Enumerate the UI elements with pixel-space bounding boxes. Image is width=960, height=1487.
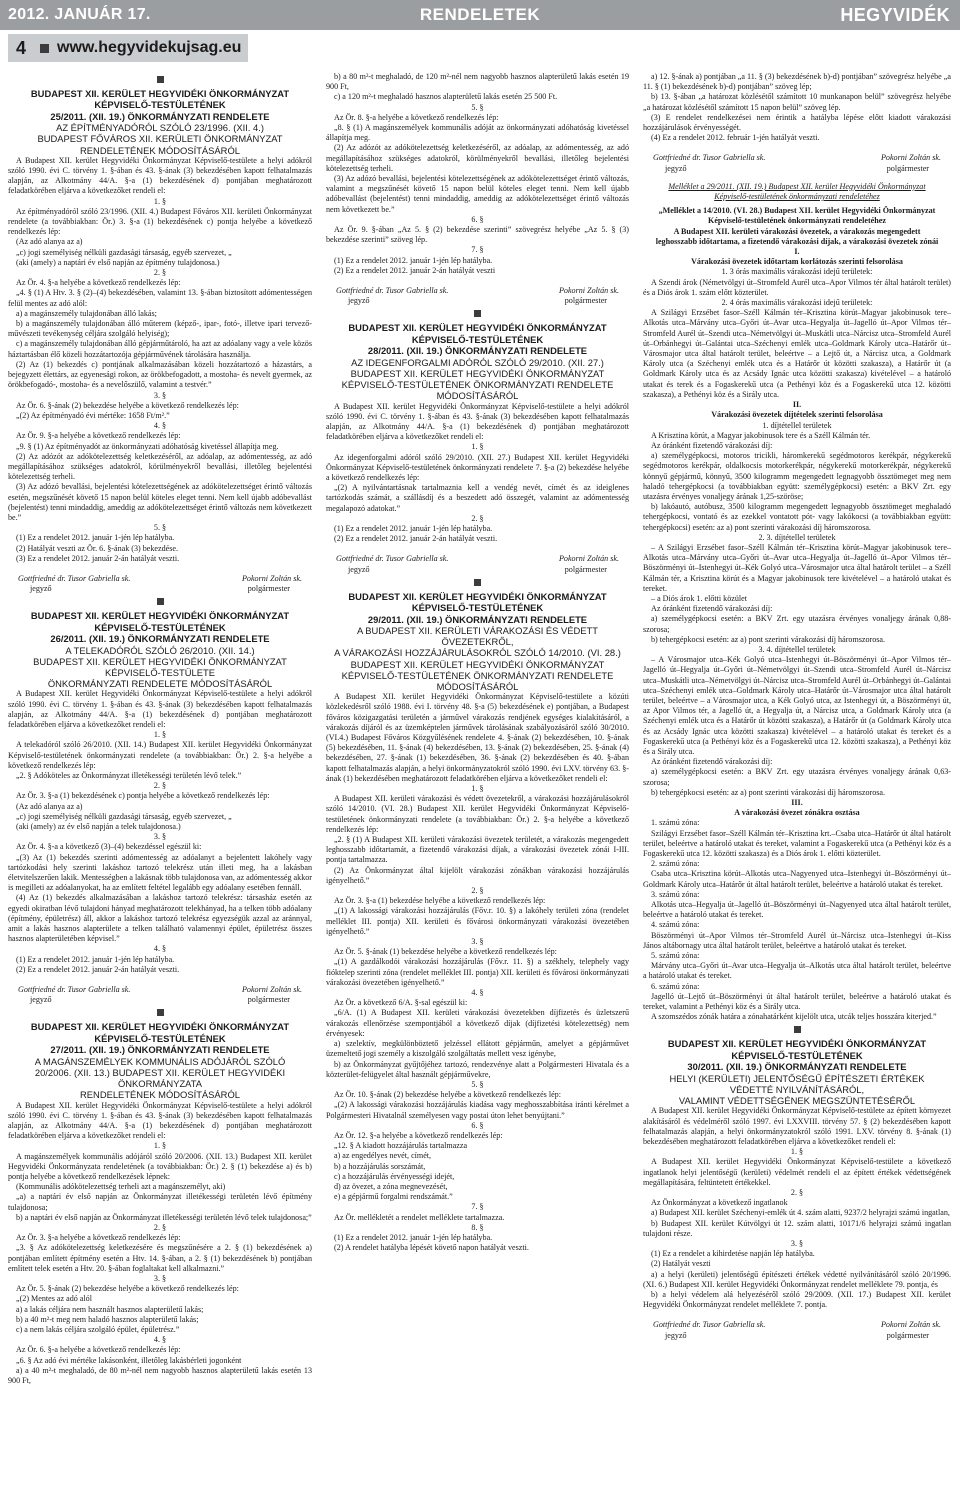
paragraph: Az Önkormányzat a következő ingatlanok [651,1198,788,1208]
section-number: 3. § [153,1273,167,1283]
square-bullet-icon [157,1009,164,1016]
paragraph: Az óránként fizetendő várakozási díj: [651,440,773,450]
paragraph: – A Városmajor utca–Kék Golyó utca–Istenhegyi út–Böszörményi út–Apor Vilmos tér–Jagelló út–Hegyalja út–Győri út–Németvölgyi út–Szendi utca–Stromfeld Aurél út–Nárcisz utca–Muskátli utca–Németvölgyi út–Nárcisz utca–Stromfeld Aurél út–Orbánhegyi út–Galántai utca–Széchenyi emlék utca–Goldmark Károly utca–Határőr út–Városmajor utca által határolt terület, beleértve – a Városmajor utca, a Kék Golyó utca, az Istenhegyi út, a Böszörményi út, az Apor Vilmos tér, a Jagelló út, a Hegyalja út, a Nárcisz utca, a Goldmark Károly utca (a Széchenyi emlék utca és a Határőr út közötti szakasza), a Határőr út (a Goldmark Károly utca és az Acsády Ignác utca közötti szakasza) kivételével – a határoló utakat és tereket és a Fogaskerekű utca (a Pethényi köz és a Fogaskerekű utca 12. közötti szakasza), a Pethényi köz és a Sirály utca. [643,655,951,756]
paragraph: „(2) A lakossági várakozási hozzájárulás kiadása vagy meghosszabbítása iránti kérelmet a Polgármesteri Hivatalnál személyesen vagy postai úton lehet benyújtani.” [326,1100,629,1120]
paragraph: Az Ör. 6. §-a helyébe a következő rendelkezés lép: [16,1345,181,1355]
section-roman: I. [794,247,800,257]
section-number: 4. § [153,1335,167,1345]
paragraph: Az Ör. 10. §-ának (2) bekezdése helyébe a következő rendelkezés lép: [334,1090,561,1100]
paragraph: Az idegenforgalmi adóról szóló 29/2010. (XII. 27.) Budapest XII. kerület Hegyvidéki Önkormányzat Képviselő-testületének önkormányzati rendelete 7. §-a (2) bekezdése helyébe a következő rendelkezés lép: [326,452,629,482]
square-bullet-icon [157,598,164,605]
section-number: 3. § [153,832,167,842]
column-1 [8,72,312,1482]
paragraph: c) a magánszemély tulajdonában álló gépjárműtároló, ha azt az adóalany vagy a vele közös háztartásban élő közeli hozzátartozója gépjárművének tárolására használja. [8,339,312,359]
section-heading: Várakozási övezetek díjtételek szerinti felsorolása [711,410,883,420]
paragraph: (2) A rendelet hatályba lépését követő napon hatályát veszti. [334,1243,529,1253]
paragraph: „6/A. (1) A Budapest XII. kerületi várakozási övezetekben díjfizetés és üzletszerű várakozás ellenőrzése szempontjából a következő díjak (díjfizetési kötelezettség) nem érvényesek: [326,1008,629,1038]
paragraph: (1) Ez a rendelet 2012. január 1-jén lép hatályba. [16,533,175,543]
paragraph: (2) Ez a rendelet 2012. január 2-án hatályát veszti. [334,534,498,544]
paragraph: (2) Az Önkormányzat által kijelölt várakozási zónákban várakozási hozzájárulás igényelhető.” [326,865,629,885]
paragraph: a) az engedélyes nevét, címét, [334,1151,432,1161]
paragraph: „4. § (1) A Htv. 3. § (2)–(4) bekezdésében, valamint 13. §-ában biztosított adómentességen felül mentes az adó alól: [8,288,312,308]
zone-label: 3. számú zóna: [651,889,700,899]
paragraph: b) 13. §-ában „a határozat közlésétől számított 10 munkanapon belül” szövegrész helyébe „a határozat közlésétől számított 15 napon belül” szöveg lép. [643,92,951,112]
paragraph: a) személygépkocsi, motoros tricikli, háromkerekű segédmotoros kerékpár, négykerekű segédmotoros kerékpár, oldalkocsis motorkerékpár, négykerekű motorkerékpár, négykerekű könnyű gépjármű, könnyű, 3500 kilogramm megengedett legnagyobb össztömeget meg nem haladó tehergépkocsi (a továbbiakban együtt: személygépkocsi) esetén: a BKV Zrt. egy utazásra érvényes vonaljegy árának 1,25-szöröse; [643,451,951,501]
preamble: A Budapest XII. kerület Hegyvidéki Önkormányzat Képviselő-testülete a helyi adókról szóló 1990. évi C. törvény 1. §-ában és 43. §-ának (3) bekezdésében kapott felhatalmazás alapján, az Alkotmány 44/A. §-a (1) bekezdésének d) pontjában meghatározott feladatkörében eljárva a következőket rendeli el: [326,401,629,442]
paragraph: (3) Az adózó bevallási, bejelentési kötelezettségének az adókötelezettséget érintő változás esetén, megszűnését követő 15 napon belül köteles eleget tenni. Nem kell újabb adóbevallást (bejelentést) tenni mindaddig, ameddig az adókötelezettséget érintő változás nem következett be.” [8,482,312,522]
preamble: A Budapest XII. kerület Hegyvidéki Önkormányzat Képviselő-testülete a közúti közlekedésről szóló 1988. évi I. törvény 48. §-a (5) bekezdésének e) pontjában, a Budapest főváros közigazgatási területén a járművel várakozás rendjének egységes kialakításáról, a várakozás díjáról és az üzemképtelen járművek tárolásának szabályozásáról szóló 30/2010. (VI.4.) Budapest Főváros Közgyűlésének rendelete 4. §-ának (2) bekezdésében, 10. §-ának (5) bekezdésében, 11. §-ának (4) bekezdésében, 13. §-ának (2) bekezdésében, 25. §-ának (4) bekezdésében, 27. §-ának (1) bekezdésében, 36. §-ának (2) bekezdésében és 40. §-ában kapott felhatalmazás alapján, a helyi önkormányzatokról szóló 1990. évi LXV. törvény 63. §-ának (1) bekezdésében meghatározott feladatkörében eljárva a következőket rendeli el: [326,692,629,783]
signature-names: Gottfriedné dr. Tusor Gabriella sk. Pokorni Zoltán sk. [18,573,302,583]
signature-names: Gottfriedné dr. Tusor Gabriella sk. Pokorni Zoltán sk. [336,286,619,296]
paragraph: (2) Hatályát veszti [651,1259,711,1269]
paragraph: (1) Ez a rendelet 2012. január 1-jén lép hatályba. [334,1232,493,1242]
paragraph: (2) Ez a rendelet 2012. január 2-án hatályát veszti [334,265,496,275]
paragraph: „(2) Mentes az adó alól [16,1294,92,1304]
paragraph: Az Ör. 4. §-a a következő (3)–(4) bekezdéssel egészül ki: [16,842,202,852]
paragraph: b) Budapest XII. kerület Kútvölgyi út 12. szám alatti, 10171/6 helyrajzi számú ingatlan tulajdoni része. [643,1218,951,1238]
paragraph: b) tehergépkocsi esetén: az a) pont szerinti várakozási díj háromszorosa. [651,787,886,797]
signature-roles: jegyző polgármester [348,564,607,574]
paragraph: A Budapest XII. kerület Hegyvidéki Önkormányzat Képviselő-testülete a következő ingatlanok helyi jelentőségű (kerületi) védelmét rendeli el az épített értékek védettségének megállapítására, feltüntetett értékekkel. [643,1157,951,1187]
annex-reference: Melléklet a 29/2011. (XII. 19.) Budapest XII. kerület Hegyvidéki Önkormányzat Képviselő-testületének önkormányzati rendeletéhez [668,181,926,202]
paragraph: b) az Önkormányzat gyűjtőjéhez tartozó, rendezvénye alatt a Polgármesteri Hivatala és a közterület-felügyelet által használt gépjárművekre, [326,1059,629,1079]
paragraph: A telekadóról szóló 26/2010. (XII. 14.) Budapest XII. kerület Hegyvidéki Önkormányzat Képviselő-testületének önkormányzati rendelete (a továbbiakban: Ör.) 2. §-a helyébe a következő rendelkezés lép: [8,740,312,770]
zone-label: 6. számú zóna: [651,981,700,991]
section-roman: II. [792,400,802,410]
article-subtitle: HELYI (KERÜLETI) JELENTŐSÉGŰ ÉPÍTÉSZETI ÉRTÉKEK VÉDETTÉ NYILVÁNÍTÁSÁRÓL, VALAMINT VÉDETTSÉGÉNEK MEGSZÜNTETÉSÉRŐL [669,1072,925,1107]
paragraph: a) a lakás céljára nem használt hasznos alapterületű lakás; [16,1304,204,1314]
paragraph: Az óránként fizetendő várakozási díj: [651,604,773,614]
paragraph: Az Ör. a következő 6/A. §-sal egészül ki: [334,998,468,1008]
paragraph: a) szelektív, megkülönböztető jelzéssel ellátott gépjárműn, amelyet a gépjárművet üzemeltető jogi személy a kiszolgáló szolgáltatás mellett vesz igénybe, [326,1039,629,1059]
paragraph: e) a gépjármű forgalmi rendszámát.” [334,1192,453,1202]
paragraph: (4) Az (1) bekezdés alkalmazásában a lakáshoz tartozó telekrész: társasház esetén az egyedi okiratban lévő tulajdoni hányad meghatározott telekhányad, ha a telken több adóalany (építmény, épületrész) áll, akkor a lakáshoz tartozó telekrész egyezségük azzal az aránnyal, amit a lakás hasznos alapterülete a telken található valamennyi épület, épületrész összes hasznos alapterületében képvisel.” [8,893,312,944]
article-subtitle: A MAGÁNSZEMÉLYEK KOMMUNÁLIS ADÓJÁRÓL SZÓLÓ 20/2006. (XII. 13.) BUDAPEST XII. KERÜLET HEGYVIDÉKI ÖNKORMÁNYZATA RENDELETÉNEK MÓDOSÍTÁSÁRÓL [34,1055,286,1101]
paragraph: (3) Az adózó bevallási, bejelentési kötelezettségének az adókötelezettséget érintő változás, valamint a megszűnését követő 15 napon belül köteles eleget tenni. Nem kell újabb adóbevallást (bejelentést) tenni mindaddig, ameddig az adókötelezettséget érintő változás nem következett be.” [326,174,629,214]
section-number: 4. § [153,421,167,431]
paragraph: A szomszédos zónák határa a zónahatárként kijelölt utca, utcák teljes hosszára kiterjed.” [651,1012,937,1022]
paragraph: A Szendi árok (Németvölgyi út–Stromfeld Aurél utca–Apor Vilmos tér által határolt terület) és a Diós árok 1. szám előtt közterület. [643,277,951,297]
paragraph: Az Ör. 5. §-ának (2) bekezdése helyébe a következő rendelkezés lép: [16,1284,239,1294]
paragraph: Az Ör. 9. §-ában „Az 5. § (2) bekezdése szerinti” szövegrész helyébe „Az 5. § (3) bekezdése szerinti” szöveg lép. [326,225,629,245]
section-number: 2. § [153,268,167,278]
square-bullet-icon [474,579,481,586]
paragraph: a) a magánszemély tulajdonában álló lakás; [16,308,157,318]
paragraph: (1) Ez a rendelet a kihirdetése napján lép hatályba. [651,1249,815,1259]
paragraph: a) a helyi (kerületi) jelentőségű építészeti értékek védetté nyilvánításáról szóló 20/1996. (XI. 6.) Budapest XII. kerület Hegyvidéki Önkormányzat rendelet melléklete 79. pontja, és [643,1269,951,1289]
paragraph: „9. § (1) Az építményadót az önkormányzati adóhatóság kivetéssel állapítja meg. [16,441,279,451]
paragraph: c) a hozzájárulás érvényességi idejét, [334,1171,455,1181]
section-number: 6. § [471,214,484,224]
signature-roles: jegyző polgármester [30,584,290,594]
paragraph: Az Ör. 4. §-a helyébe a következő rendelkezés lép: [16,278,181,288]
paragraph: „(1) A lakossági várakozási hozzájárulás (Főv.r. 10. §) a lakóhely területi zóna (rendelet melléklet III. pontja) XII. kerületi és fővárosi önkormányzati várakozási övezetében igényelhető.” [326,906,629,936]
paragraph: (1) Ez a rendelet 2012. január 1-jén lép hatályba. [334,523,493,533]
brand-name: HEGYVIDÉK [840,4,950,25]
paragraph: Az építményadóról szóló 23/1996. (XII. 4.) Budapest Főváros XII. kerületi Önkormányzat rendelete (a továbbiakban: Ör.) 3. §-a (1) bekezdésének c) pontja helyébe a következő rendelkezés lép: [8,206,312,237]
paragraph: b) a 40 m²-t meg nem haladó hasznos alapterületű lakás; [16,1314,199,1324]
column-2 [326,72,629,1482]
section-heading: Várakozási övezetek időtartam korlátozás szerinti felsorolása [691,257,903,267]
page-header-bar [0,0,960,30]
subsection-heading: 1. 3 órás maximális várakozási idejű területek: [721,267,873,277]
preamble: A Budapest XII. kerület Hegyvidéki Önkormányzat Képviselő-testülete az épített környezet alakításáról és védelméről szóló 1997. évi LXXVIII. törvény 57. § (2) bekezdésében kapott felhatalmazás alapján, a helyi önkormányzatokról szóló 1991. LXV. törvény 8. §-ának (1) bekezdésében meghatározott feladatkörében eljárva a következőket rendeli el: [643,1106,951,1146]
subsection-heading: 2. 4 órás maximális várakozási idejű területek: [721,298,873,308]
paragraph: „(3) Az (1) bekezdés szerinti adómentesség az adóalanyt a bejelentett lakóhely vagy tartózkodási hely szerinti lakáshoz tartozó telekrész után illeti meg, ha a lakásban életvitelszerűen lakik. Mentességben a lakásnak több tulajdonosa van, az adómentesség akkor is megilleti az adóalanyokat, ha az említett feltétel legalább egy adóalany esetében fennáll. [8,852,312,893]
paragraph: (4) Ez a rendelet 2012. február 1-jén hatályát veszti. [651,133,820,143]
paragraph: b) a naptári év első napján az Önkormányzat illetékességi területén lévő telek tulajdonosa;” [16,1212,312,1222]
paragraph: (2) Az adózót az adókötelezettség keletkezéséről, az adóalap, az adómentesség, az adó megállapításához szükséges adatokról, körülményekről bevallási, illetőleg bejelentési kötelezettség terheli. [8,451,312,482]
article-subtitle: A BUDAPEST XII. KERÜLETI VÁRAKOZÁSI ÉS VÉDETT ÖVEZETEKRŐL, A VÁRAKOZÁSI HOZZÁJÁRULÁSOKRÓL SZÓLÓ 14/2010. (VI. 28.) BUDAPEST XII. KERÜLET HEGYVIDÉKI ÖNKORMÁNYZAT KÉPVISELŐ-TESTÜLETÉNEK ÖNKORMÁNYZATI RENDELETE MÓDOSÍTÁSÁRÓL [334,624,621,692]
article-title: BUDAPEST XII. KERÜLET HEGYVIDÉKI ÖNKORMÁNYZAT KÉPVISELŐ-TESTÜLETÉNEK 30/2011. (XII. 19.) ÖNKORMÁNYZATI RENDELETE [667,1038,927,1073]
paragraph: Az Ör. mellékletét a rendelet melléklete tartalmazza. [334,1212,505,1222]
section-heading: A várakozási övezet zónákra osztása [734,808,860,818]
paragraph: b) a hozzájárulás sorszámát, [334,1161,426,1171]
paragraph: „(2) A nyilvántartásnak tartalmaznia kell a vendég nevét, címét és az ideiglenes tartózkodás számát, a szállásdíj és a beszedett adó összegét, valamint az adómentesség megalapozó adatokat.” [326,483,629,513]
paragraph: b) a helyi védelem alá helyezéséről szóló 29/2009. (XII. 17.) Budapest XII. kerület Hegyvidéki Önkormányzat rendelet melléklete 7. pontja. [643,1289,951,1310]
paragraph: a) személygépkocsi esetén: a BKV Zrt. egy utazásra érvényes vonaljegy árának 0,88-szorosa; [643,614,951,634]
paragraph: (3) E rendelet rendelkezései nem érintik a hatályba lépése előtt kiadott várakozási hozzájárulások érvényességét. [643,112,951,133]
section-number: 5. § [471,1079,484,1089]
page-number: 4 [16,37,27,58]
paragraph: A Budapest XII. kerületi várakozási és védett övezetekről, a várakozási hozzájárulásokról szóló 14/2010. (VI. 28.) Budapest XII. kerület Hegyvidéki Önkormányzat Képviselő-testületének önkormányzati rendelete (a továbbiakban: Ör.) 2. §-a helyébe a következő rendelkezés lép: [326,794,629,834]
paragraph: (3) Ez a rendelet 2012. január 2-án hatályát veszti. [16,553,180,563]
paragraph: „2. § (1) A Budapest XII. kerületi várakozási övezetek területét, a várakozás megengedett leghosszabb időtartamát, a fizetendő várakozási díjak, a várakozási övezetek zónái I-III. pontja tartalmazza. [326,835,629,865]
paragraph: (2) Az adózót az adókötelezettség keletkezéséről, az adóalap, az adómentesség, az adó megállapításához szükséges adatokról, körülményekről bevallási, illetőleg bejelentési kötelezettség terheli. [326,143,629,173]
paragraph: Csaba utca–Krisztina körút–Alkotás utca–Nagyenyed utca–Istenhegyi út–Böszörményi út–Goldmark Károly utca–Határőr út által határolt terület, beleértve a határoló utakat és tereket. [643,869,951,889]
paragraph: a) 12. §-ának a) pontjában „a 11. § (3) bekezdésének b)-d) pontjában” szövegrész helyébe „a 11. § (1) bekezdésének b)-d) pontjában” szöveg lép; [643,72,951,92]
paragraph: „a) a naptári év első napján az Önkormányzat illetékességi területén lévő építmény tulajdonosa; [8,1192,312,1212]
paragraph: (2) Az (1) bekezdés c) pontjának alkalmazásában közeli hozzátartozó a házastárs, a bejegyzett élettárs, az egyenesági rokon, az örökbefogadott, a mostoha- és nevelt gyermek, az örökbefogadó-, mostoha- és a nevelőszülő, valamint a testvér.” [8,359,312,390]
section-roman: III. [791,798,803,808]
paragraph: Szilágyi Erzsébet fasor–Széll Kálmán tér–Krisztina krt.–Csaba utca–Határőr út által határolt terület, beleértve a határoló utakat és tereket, valamint a Fogaskerekű utca (a Pethényi köz és a Fogaskerekű utca 12. közötti szakasza) és a Diós árok 1. előtti közterület. [643,828,951,859]
paragraph: d) az övezet, a zóna megnevezését, [334,1181,448,1191]
paragraph: b) tehergépkocsi esetén: az a) pont szerinti várakozási díj háromszorosa. [651,634,886,644]
page-url-bar [8,34,248,62]
paragraph: Jagelló út–Lejtő út–Böszörményi út által határolt terület, beleértve a határoló utakat és tereket, valamint a Pethényi köz és a Sirály utca. [643,991,951,1012]
subsection-heading: 2. 3. díjtétellel területek [758,532,836,542]
section-number: 1. § [790,1147,804,1157]
paragraph: (aki (amely) az év első napján a telek tulajdonosa.) [16,822,181,832]
paragraph: „(1) A gazdálkodói várakozási hozzájárulás (Főv.r. 11. §) a székhely, telephely vagy fióktelep szerinti zóna (rendelet melléklet III. pontja) XII. kerületi és fővárosi önkormányzati várakozási övezetében igényelhető.” [326,957,629,987]
signature-roles: jegyző polgármester [348,296,607,306]
section-number: 3. § [790,1238,804,1248]
preamble: A Budapest XII. kerület Hegyvidéki Önkormányzat Képviselő-testülete a helyi adókról szóló 1990. évi C. törvény 1. §-ában és 43. §-ának (3) bekezdésében kapott felhatalmazás alapján, az Alkotmány 44/A. §-a (1) bekezdésének d) pontjában meghatározott feladatkörében eljárva a következőket rendeli el: [8,155,312,196]
section-number: 4. § [471,988,484,998]
paragraph: A Krisztina körút, a Magyar jakobinusok tere és a Széll Kálmán tér. [651,430,871,440]
paragraph: Az Ör. 12. §-a helyébe a következő rendelkezés lép: [334,1130,503,1140]
square-bullet-icon [157,76,164,83]
square-bullet-icon [474,310,481,317]
paragraph: Az Ör. 5. §-ának (1) bekezdése helyébe a következő rendelkezés lép: [334,947,557,957]
section-number: 2. § [153,1222,167,1232]
section-title: RENDELETEK [419,5,541,24]
paragraph: (aki (amely) a naptári év első napján az építmény tulajdonosa.) [16,257,220,267]
section-number: 5. § [471,102,484,112]
subsection-heading: 1. díjtétellel területek [762,420,832,430]
section-number: 1. § [153,1141,167,1151]
paragraph: (2) Ez a rendelet 2012. január 2-án hatályát veszti. [16,964,180,974]
section-number: 7. § [471,245,484,255]
signature-roles: jegyző polgármester [665,163,929,173]
subsection-heading: 3. 4. díjtétellel területek [758,644,836,654]
section-number: 8. § [471,1222,484,1232]
paragraph: Alkotás utca–Hegyalja út–Jagelló út–Böszörményi út–Nagyenyed utca által határolt terület, beleértve a határoló utakat és tereket. [643,900,951,920]
zone-label: 2. számú zóna: [651,859,700,869]
section-number: 3. § [153,390,167,400]
paragraph: (1) Ez a rendelet 2012. január 1-jén lép hatályba. [16,954,175,964]
signature-names: Gottfriedné dr. Tusor Gabriella sk. Pokorni Zoltán sk. [653,1320,941,1330]
paragraph: Az Ör. 9. §-a helyébe a következő rendelkezés lép: [16,431,181,441]
paragraph: – A Szilágyi Erzsébet fasor–Széll Kálmán tér–Krisztina körút–Magyar jakobinusok tere–Alkotás utca–Márvány utca–Győri út–Avar utca–Hegyalja út–Jagelló út–Apor Vilmos tér–Böszörményi út–Istenhegyi út–Kék Golyó utca–Városmajor utca által határolt terület – a Széll Kálmán tér, a Krisztina körút és a Magyar jakobinusok tere kivételével – a határoló utakat és tereket. [643,542,951,593]
paragraph: Az Ör. 3. §-a helyébe a következő rendelkezés lép: [16,1233,181,1243]
square-bullet-icon [794,1026,801,1033]
section-number: 5. § [153,523,167,533]
issue-date: 2012. JANUÁR 17. [8,6,151,23]
article-subtitle: AZ ÉPÍTMÉNYADÓRÓL SZÓLÓ 23/1996. (XII. 4.) BUDAPEST FŐVÁROS XII. KERÜLETI ÖNKORMÁNYZAT RENDELETÉNEK MÓDOSÍTÁSÁRÓL [37,122,283,156]
paragraph: Böszörményi út–Apor Vilmos tér–Stromfeld Aurél út–Nárcisz utca–Istenhegyi út–Kiss János altábornagy utca által határolt terület, beleértve a határoló utakat és tereket. [643,930,951,950]
article-title: BUDAPEST XII. KERÜLET HEGYVIDÉKI ÖNKORMÁNYZAT KÉPVISELŐ-TESTÜLETÉNEK 29/2011. (XII. 19.) ÖNKORMÁNYZATI RENDELETE [348,590,607,625]
article-title: BUDAPEST XII. KERÜLET HEGYVIDÉKI ÖNKORMÁNYZAT KÉPVISELŐ-TESTÜLETÉNEK 28/2011. (XII. 19.) ÖNKORMÁNYZATI RENDELETE [348,322,607,357]
paragraph: Az Ör. 3. §-a (1) bekezdésének c) pontja helyébe a következő rendelkezés lép: [16,791,270,801]
section-number: 2. § [471,513,484,523]
square-bullet-icon [40,44,49,53]
paragraph: b) a 80 m²-t meghaladó, de 120 m²-nél nem nagyobb hasznos alapterületű lakás esetén 19 900 Ft, [326,72,629,92]
section-number: 6. § [471,1120,484,1130]
signature-names: Gottfriedné dr. Tusor Gabriella sk. Pokorni Zoltán sk. [653,153,941,163]
paragraph: A Szilágyi Erzsébet fasor–Széll Kálmán tér–Krisztina körút–Magyar jakobinusok tere–Alkotás utca–Márvány utca–Győri út–Avar utca–Hegyalja út–Jagelló út–Apor Vilmos tér–Stromfeld Aurél út–Szendi utca–Németvölgyi út–Muskátli utca–Nárcisz utca–Stromfeld Aurél út–Orbánhegyi út–Galántai utca–Széchenyi emlék utca–Goldmark Károly utca–Határőr út–Városmajor utca által határolt terület, beleértve – a Lejtő út, a Nárcisz utca, a Goldmark Károly utca (a Széchenyi emlék utca és a Határőr út közötti szakasza), a Határőr út (a Goldmark Károly utca és az Acsády Ignác utca közötti szakasza) kivételével – a határoló utakat és terek és a Fogaskerekű utca (a Pethényi köz és a Fogaskerekű utca 12. közötti szakasza), a Pethényi köz és a Sirály utca. [643,308,951,399]
paragraph: „c) jogi személyiség nélküli gazdasági társaság, egyéb szervezet, „ [16,247,232,257]
paragraph: a) a 40 m²-t meghaladó, de 80 m²-nél nem nagyobb hasznos alapterületű lakás esetén 13 900 Ft, [8,1365,312,1385]
preamble: A Budapest XII. kerület Hegyvidéki Önkormányzat Képviselő-testülete a helyi adókról szóló 1990. évi C. törvény 1. §-ában és 43. §-ának (3) bekezdésében kapott felhatalmazás alapján, az Alkotmány 44/A. §-a (1) bekezdésének d) pontjában meghatározott feladatkörében eljárva a következőket rendeli el: [8,689,312,729]
paragraph: „8. § (1) A magánszemélyek kommunális adóját az önkormányzati adóhatóság kivetéssel állapítja meg. [326,123,629,143]
article-title: BUDAPEST XII. KERÜLET HEGYVIDÉKI ÖNKORMÁNYZAT KÉPVISELŐ-TESTÜLETÉNEK 25/2011. (XII. 19.) ÖNKORMÁNYZATI RENDELETE [30,88,290,122]
paragraph: (2) Hatályát veszti az Ör. 6. §-ának (3) bekezdése. [16,543,179,553]
section-number: 2. § [153,781,167,791]
paragraph: (Az adó alanya az a) [16,237,83,247]
section-number: 7. § [471,1202,484,1212]
paragraph: „12. § A kiadott hozzájárulás tartalmazza [334,1141,468,1151]
paragraph: „6. § Az adó évi mértéke lakásonként, illetőleg lakásbérleti jogonként [16,1355,242,1365]
paragraph: c) a 120 m²-t meghaladó hasznos alapterületű lakás esetén 25 500 Ft. [334,92,558,102]
paragraph: (1) Ez a rendelet 2012. január 1-jén lép hatályba. [334,255,493,265]
section-number: 3. § [471,937,484,947]
section-number: 4. § [153,944,167,954]
annex-title: „Melléklet a 14/2010. (VI. 28.) Budapest XII. kerület Hegyvidéki Önkormányzat Képviselő-testületének önkormányzati rendeletéhez A Budapest XII. kerületi várakozási övezetek, a várakozás megengedett leghosszabb időtartama, a fizetendő várakozási díjak, a várakozási övezetek zónái [655,206,939,246]
paragraph: (Az adó alanya az a) [16,801,83,811]
paragraph: Az Ör. 8. §-a helyébe a következő rendelkezés lép: [334,112,499,122]
signature-names: Gottfriedné dr. Tusor Gabriella sk. Pokorni Zoltán sk. [336,554,619,564]
paragraph: „2. § Adóköteles az Önkormányzat illetékességi területén lévő telek.” [16,771,242,781]
section-number: 1. § [471,442,484,452]
paragraph: A magánszemélyek kommunális adójáról szóló 20/2006. (XII. 13.) Budapest XII. kerület Hegyvidéki Önkormányzata rendeletének (a továbbiakban: Ör.) 2. § (1) bekezdése a) és b) pontja helyébe a következő rendelkezések lépnek: [8,1151,312,1181]
paragraph: b) a magánszemély tulajdonában álló műterem (képző-, ipar-, fotó-, illetve ipari tervező- művészeti tevékenység céljára szolgáló helyiség); [8,319,312,339]
preamble: A Budapest XII. kerület Hegyvidéki Önkormányzat Képviselő-testülete a helyi adókról szóló 1990. évi C. törvény 1. §-ában és 43. §-ának (3) bekezdésében kapott felhatalmazás alapján, az Alkotmány 44/A. §-a (1) bekezdésének d) pontjában meghatározott feladatkörében eljárva a következőket rendeli el: [8,1100,312,1141]
site-url[interactable]: www.hegyvidekujsag.eu [57,39,242,56]
paragraph: (Kommunális adókötelezettség terheli azt a magánszemélyt, aki) [16,1182,226,1192]
paragraph: a) személygépkocsi esetén: a BKV Zrt. egy utazásra érvényes vonaljegy árának 0,63-szorosa; [643,767,951,787]
paragraph: „(2) Az építményadó évi mértéke: 1658 Ft/m².” [16,410,170,420]
article-title: BUDAPEST XII. KERÜLET HEGYVIDÉKI ÖNKORMÁNYZAT KÉPVISELŐ-TESTÜLETÉNEK 27/2011. (XII. 19.) ÖNKORMÁNYZATI RENDELETE [30,1021,290,1056]
section-number: 1. § [153,196,167,206]
signature-roles: jegyző polgármester [30,995,290,1005]
section-number: 2. § [471,886,484,896]
section-number: 2. § [790,1187,804,1197]
zone-label: 1. számú zóna: [651,818,700,828]
paragraph: Az Ör. 3. §-a (1) bekezdése helyébe a következő rendelkezés lép: [334,896,546,906]
article-title: BUDAPEST XII. KERÜLET HEGYVIDÉKI ÖNKORMÁNYZAT KÉPVISELŐ-TESTÜLETÉNEK 26/2011. (XII. 19.) ÖNKORMÁNYZATI RENDELETE [30,610,290,645]
section-number: 1. § [471,784,484,794]
article-subtitle: A TELEKADÓRÓL SZÓLÓ 26/2010. (XII. 14.) BUDAPEST XII. KERÜLET HEGYVIDÉKI ÖNKORMÁNYZAT KÉPVISELŐ-TESTÜLETE ÖNKORMÁNYZATI RENDELETE MÓDOSÍTÁSÁRÓL [33,644,287,690]
paragraph: a) Budapest XII. kerület Széchenyi-emlék út 4. szám alatti, 9237/2 helyrajzi számú ingatlan, [651,1208,950,1218]
signature-names: Gottfriedné dr. Tusor Gabriella sk. Pokorni Zoltán sk. [18,985,302,995]
paragraph: Az Ör. 6. §-ának (2) bekezdése helyébe a következő rendelkezés lép: [16,400,239,410]
section-number: 1. § [153,730,167,740]
zone-label: 4. számú zóna: [651,920,700,930]
paragraph: c) a nem lakás céljára szolgáló épület, épületrész.” [16,1324,180,1334]
paragraph: b) lakóautó, autóbusz, 3500 kilogramm megengedett legnagyobb össztömeget meghaladó tehergépkocsi, vontató és az ezekkel vontatott pót- vagy lakókocsi (a továbbiakban együtt: tehergépkocsi) esetén: az a) pont szerinti várakozási díj háromszorosa. [643,502,951,532]
paragraph: „3. § Az adókötelezettség keletkezésére és megszűnésére a 2. § (1) bekezdésének a) pontjában említett építmény esetén a Htv. 14. §-ában, a 2. § (1) bekezdésének b) pontjában említett telek esetén a Htv. 20. §-ában foglaltakat kell alkalmazni.” [8,1243,312,1273]
paragraph: – a Diós árok 1. előtti közület [651,593,747,603]
paragraph: Az óránként fizetendő várakozási díj: [651,757,773,767]
signature-roles: jegyző polgármester [665,1330,929,1340]
article-subtitle: AZ IDEGENFORGALMI ADÓRÓL SZÓLÓ 29/2010. (XII. 27.) BUDAPEST XII. KERÜLET HEGYVIDÉKI ÖNKORMÁNYZAT KÉPVISELŐ-TESTÜLETÉNEK ÖNKORMÁNYZATI RENDELETE MÓDOSÍTÁSÁRÓL [341,356,614,402]
paragraph: Márvány utca–Győri út–Avar utca–Hegyalja út–Alkotás utca által határolt terület, beleértve a határoló utakat és tereket. [643,961,951,981]
paragraph: „c) jogi személyiség nélküli gazdasági társaság, egyéb szervezet, „ [16,811,232,821]
column-3 [643,72,951,1482]
zone-label: 5. számú zóna: [651,951,700,961]
